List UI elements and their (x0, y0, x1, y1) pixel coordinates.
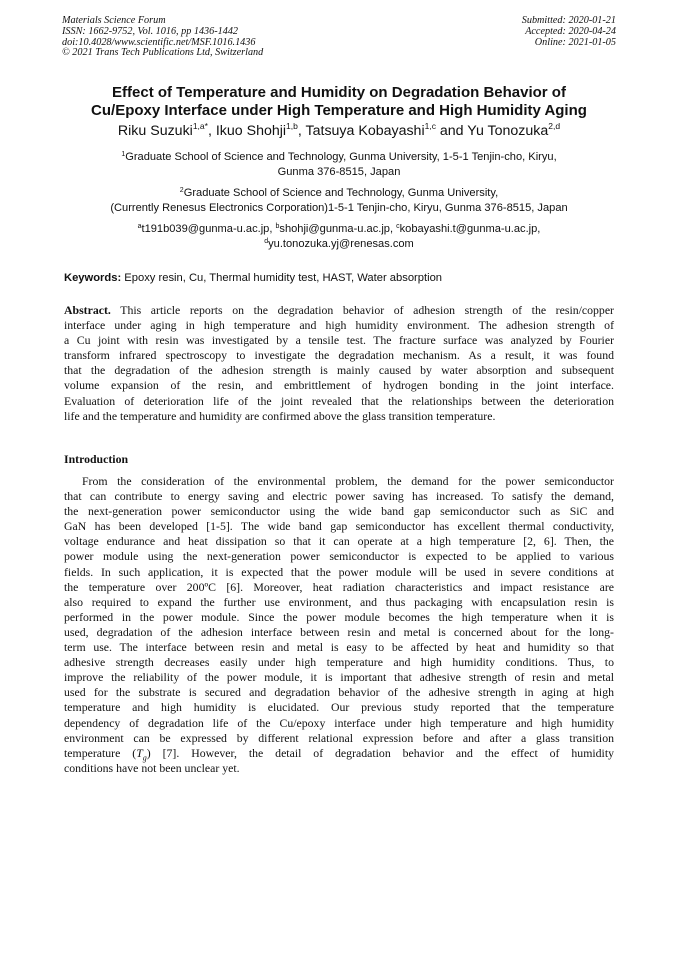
email-c: kobayashi.t@gunma-u.ac.jp, (399, 223, 541, 235)
title-line-1: Effect of Temperature and Humidity on Degradation Behavior of (112, 84, 566, 101)
author-name: Ikuo Shohji (215, 123, 287, 139)
author-separator: , (297, 123, 306, 139)
keywords (64, 271, 624, 285)
accepted-date: Accepted: 2020-04-24 (525, 25, 616, 37)
email-d: yu.tonozuka.yj@renesas.com (268, 237, 414, 250)
email-a: t191b039@gunma-u.ac.jp, (141, 223, 276, 235)
paragraph-line: used for the substrate is secured and degradation behavior of the adhesive strength in aging at high (64, 685, 614, 700)
abstract-label: Abstract. (64, 303, 111, 317)
abstract-text: This article reports on the degradation behavior of adhesion strength of the resin/copper (110, 303, 614, 317)
keywords-label: Keywords: (64, 272, 122, 284)
paragraph-line: used, degradation of the adhesion interface between resin and metal is concerned about for the long- (64, 624, 614, 639)
affiliation-text: Graduate School of Science and Technology, Gunma University, 1-5-1 Tenjin-cho, Kiryu, (125, 151, 557, 163)
journal-name: Materials Science Forum (62, 15, 166, 26)
paragraph-line: From the consideration of the environmental problem, the demand for the power semiconductor (82, 474, 614, 488)
author-name: Yu Tonozuka (467, 123, 549, 139)
tg-symbol (136, 745, 147, 763)
email-mark: c (396, 223, 400, 230)
submitted-date: Submitted: 2020-01-21 (521, 15, 616, 26)
paragraph-line: power module using the next-generation power semiconductor is expected to be applied to various (64, 549, 614, 564)
paragraph-line: dependency of degradation life of the Cu/epoxy interface under high temperature and high humidity (64, 715, 614, 730)
affiliation-2 (30, 186, 648, 215)
email-mark: d (264, 237, 269, 245)
paragraph-line (64, 746, 614, 761)
paragraph-line: also required to expand the further use environment, and thus packaging with encapsulation resin is (64, 594, 614, 609)
affiliation-mark: 1 (121, 151, 126, 158)
paragraph-line: voltage endurance and heat dissipation so that it can operate at a high temperature [2, 6]. Then, the (64, 534, 614, 549)
email-line (30, 222, 648, 237)
abstract-line: volume expansion of the resin, and embrittlement of hydrogen bonding in the joint interface. (64, 378, 614, 393)
paragraph-line: the temperature over 200ºC [6]. Moreover, heat radiation characteristics and impact resistance are (64, 579, 614, 594)
introduction-body (64, 474, 614, 776)
tg-subscript: g (142, 753, 147, 763)
abstract-line: life and the temperature and humidity are confirmed above the glass transition temperature. (64, 408, 496, 423)
email-b: shohji@gunma-u.ac.jp, (279, 223, 397, 235)
author-separator: and (435, 123, 468, 139)
affiliation-mark: 2 (179, 187, 184, 194)
author-separator: , (207, 123, 216, 139)
journal-doi: doi:10.4028/www.scientific.net/MSF.1016.1436 (62, 36, 256, 48)
paragraph-line: the next-generation power semiconductor using the wide band gap semiconductor such as SiC and (64, 504, 614, 519)
abstract-line: transform infrared spectroscopy to investigate the degradation mechanism. As a result, it was found (64, 348, 614, 363)
online-date: Online: 2021-01-05 (534, 36, 616, 48)
author-affiliation-mark: 2,d (548, 121, 561, 131)
journal-info (62, 16, 263, 59)
abstract (64, 303, 614, 424)
paragraph-text: temperature ( (64, 745, 137, 760)
author-affiliation-mark: 1,b (286, 121, 298, 131)
paragraph-line: improve the reliability of the power module, it is important that adhesive strength of resin and metal (64, 670, 614, 685)
abstract-line: that the degradation of the adhesion strength is mainly caused by water absorption and subsequent (64, 363, 614, 378)
submission-dates (522, 16, 616, 48)
affiliation-text: Graduate School of Science and Technology, Gunma University, (183, 187, 499, 199)
abstract-line: Evaluation of deterioration life of the joint revealed that the relationships between the deterioration (64, 393, 614, 408)
abstract-line (64, 303, 614, 318)
paragraph-line: fields. In such application, it is expected that the power module will be used in severe conditions at (64, 564, 614, 579)
paragraph-line: performed in the power module. Since the power module becomes the high temperature when it is (64, 609, 614, 624)
affiliation-line (30, 150, 648, 165)
email-mark: b (275, 223, 280, 230)
paragraph-text: ) [7]. However, the detail of degradation behavior and the effect of humidity (146, 745, 614, 760)
paragraph-line: environment can be expressed by different relational expression before and after a glass transition (64, 730, 614, 745)
paragraph-line: term use. The interface between resin and metal is easy to be affected by heat and humidity so that (64, 640, 614, 655)
title-line-2: Cu/Epoxy Interface under High Temperature and High Humidity Aging (91, 102, 587, 119)
paragraph-line: conditions have not been unclear yet. (64, 760, 240, 775)
affiliation-1 (30, 150, 648, 179)
paragraph-line: temperature and high humidity is elucidated. Our previous study reported that the temperature (64, 700, 614, 715)
author-affiliation-mark: 1,c (424, 121, 436, 131)
abstract-line: interface under aging in high temperature and high humidity environment. The adhesion strength of (64, 318, 614, 333)
email-line (30, 237, 648, 252)
email-mark: a (137, 223, 142, 230)
paragraph-line: adhesive strength decreases easily under high temperature and high humidity conditions. Thus, to (64, 655, 614, 670)
journal-issn: ISSN: 1662-9752, Vol. 1016, pp 1436-1442 (62, 25, 239, 37)
paper-title (40, 84, 638, 120)
author-name: Riku Suzuki (117, 123, 193, 139)
author-list (30, 123, 648, 140)
abstract-line: a Cu joint with resin was investigated by a tensile test. The fracture surface was analyzed by Fourier (64, 333, 614, 348)
paragraph-line: that can contribute to energy saving and electric power saving has increased. To satisfy the demand, (64, 489, 614, 504)
paragraph-line: GaN has been developed [1-5]. The wide band gap semiconductor has excellent thermal conductivity, (64, 519, 614, 534)
affiliation-line: Gunma 376-8515, Japan (277, 165, 401, 178)
affiliation-line: (Currently Renesus Electronics Corporation)1-5-1 Tenjin-cho, Kiryu, Gunma 376-8515, Japan (110, 201, 568, 214)
section-heading-introduction: Introduction (64, 452, 129, 466)
author-affiliation-mark: 1,a* (192, 121, 208, 131)
journal-copyright: © 2021 Trans Tech Publications Ltd, Switzerland (62, 47, 264, 59)
affiliation-line (30, 186, 648, 201)
keywords-text: Epoxy resin, Cu, Thermal humidity test, HAST, Water absorption (121, 272, 443, 284)
author-emails (30, 222, 648, 251)
tg-letter: T (136, 745, 143, 760)
author-name: Tatsuya Kobayashi (305, 123, 425, 139)
